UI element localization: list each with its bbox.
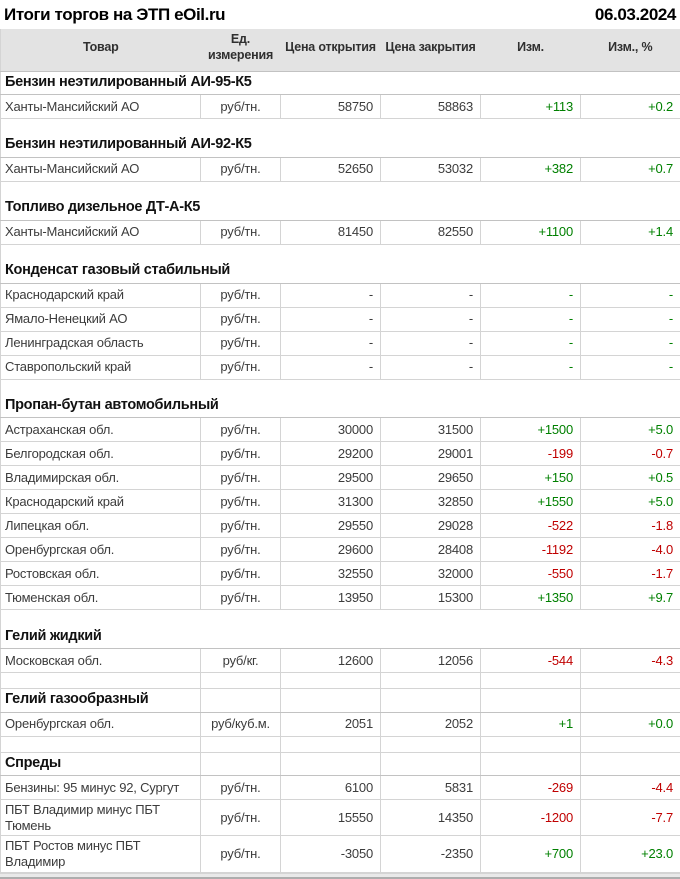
close-price-cell: 12056	[381, 649, 481, 673]
bottom-edge-bar	[0, 873, 680, 879]
change-pct-cell: -4.3	[581, 649, 680, 673]
open-price-cell: 29550	[281, 514, 381, 538]
open-price-cell: 6100	[281, 776, 381, 800]
change-cell: -544	[481, 649, 581, 673]
change-cell: +1	[481, 712, 581, 736]
change-pct-cell: +5.0	[581, 418, 680, 442]
table-row	[1, 836, 680, 872]
product-cell: Московская обл.	[1, 649, 201, 673]
product-cell: Астраханская обл.	[1, 418, 201, 442]
open-price-cell: 12600	[281, 649, 381, 673]
section-title: Бензин неэтилированный АИ-95-К5	[1, 71, 680, 94]
section-spacer-row	[1, 736, 680, 752]
table-row	[1, 442, 680, 466]
table-row	[1, 157, 680, 181]
report-date: 06.03.2024	[595, 5, 676, 25]
change-cell: -199	[481, 442, 581, 466]
section-title-row	[1, 197, 680, 220]
header-row	[1, 29, 680, 71]
section-title-row	[1, 260, 680, 283]
spacer-cell	[1, 244, 680, 260]
section-title-row	[1, 134, 680, 157]
close-price-cell: 32850	[381, 490, 481, 514]
section-spacer-row	[1, 379, 680, 395]
close-price-cell: 82550	[381, 220, 481, 244]
open-price-cell: 58750	[281, 94, 381, 118]
section-title-row	[1, 689, 680, 712]
section-title: Топливо дизельное ДТ-А-К5	[1, 197, 680, 220]
table-row	[1, 490, 680, 514]
change-pct-cell: -	[581, 331, 680, 355]
unit-cell: руб/тн.	[201, 220, 281, 244]
table-row	[1, 538, 680, 562]
open-price-cell: -	[281, 355, 381, 379]
open-price-cell: -	[281, 307, 381, 331]
change-pct-cell: +0.0	[581, 712, 680, 736]
spacer-cell	[1, 673, 201, 689]
spacer-cell	[381, 736, 481, 752]
change-cell: -	[481, 355, 581, 379]
spacer-cell	[1, 118, 680, 134]
product-cell: Ханты-Мансийский АО	[1, 94, 201, 118]
close-price-cell: 29028	[381, 514, 481, 538]
spacer-cell	[281, 673, 381, 689]
table-row	[1, 220, 680, 244]
product-cell: Ленинградская область	[1, 331, 201, 355]
table-row	[1, 94, 680, 118]
table-row	[1, 355, 680, 379]
change-pct-cell: +0.7	[581, 157, 680, 181]
close-price-cell: 29001	[381, 442, 481, 466]
change-pct-cell: +0.2	[581, 94, 680, 118]
page-title: Итоги торгов на ЭТП eOil.ru	[4, 5, 225, 25]
change-cell: -1200	[481, 800, 581, 836]
unit-cell: руб/тн.	[201, 836, 281, 872]
change-pct-cell: -0.7	[581, 442, 680, 466]
unit-cell: руб/тн.	[201, 355, 281, 379]
spacer-cell	[1, 610, 680, 626]
change-pct-cell: +23.0	[581, 836, 680, 872]
table-row	[1, 649, 680, 673]
close-price-cell: 5831	[381, 776, 481, 800]
close-price-cell: -	[381, 331, 481, 355]
change-cell: -	[481, 307, 581, 331]
product-cell: Ханты-Мансийский АО	[1, 220, 201, 244]
product-cell: Владимирская обл.	[1, 466, 201, 490]
change-pct-cell: -4.4	[581, 776, 680, 800]
product-cell: Ханты-Мансийский АО	[1, 157, 201, 181]
change-pct-cell: +1.4	[581, 220, 680, 244]
change-pct-cell: -	[581, 355, 680, 379]
spacer-cell	[481, 673, 581, 689]
table-row	[1, 331, 680, 355]
change-cell: -	[481, 283, 581, 307]
column-header-close-price: Цена закрытия	[381, 29, 481, 71]
open-price-cell: 31300	[281, 490, 381, 514]
product-cell: Ростовская обл.	[1, 562, 201, 586]
change-pct-cell: -1.7	[581, 562, 680, 586]
spacer-cell	[481, 736, 581, 752]
open-price-cell: 29600	[281, 538, 381, 562]
unit-cell: руб/тн.	[201, 800, 281, 836]
change-cell: +1350	[481, 586, 581, 610]
section-empty-cell	[481, 689, 581, 712]
close-price-cell: 14350	[381, 800, 481, 836]
change-cell: -1192	[481, 538, 581, 562]
section-empty-cell	[201, 752, 281, 775]
change-pct-cell: +0.5	[581, 466, 680, 490]
unit-cell: руб/тн.	[201, 538, 281, 562]
change-cell: -	[481, 331, 581, 355]
product-cell: Краснодарский край	[1, 490, 201, 514]
section-title: Гелий газообразный	[1, 689, 201, 712]
column-header-change-pct: Изм., %	[581, 29, 680, 71]
close-price-cell: 32000	[381, 562, 481, 586]
change-pct-cell: -	[581, 283, 680, 307]
open-price-cell: 13950	[281, 586, 381, 610]
unit-cell: руб/тн.	[201, 586, 281, 610]
section-spacer-row	[1, 673, 680, 689]
unit-cell: руб/тн.	[201, 418, 281, 442]
change-cell: -269	[481, 776, 581, 800]
spacer-cell	[1, 379, 680, 395]
close-price-cell: -	[381, 307, 481, 331]
unit-cell: руб/кг.	[201, 649, 281, 673]
column-header-open-price: Цена открытия	[281, 29, 381, 71]
close-price-cell: 28408	[381, 538, 481, 562]
table-row	[1, 466, 680, 490]
close-price-cell: 15300	[381, 586, 481, 610]
section-title-row	[1, 395, 680, 418]
table-row	[1, 712, 680, 736]
open-price-cell: -	[281, 331, 381, 355]
section-title: Спреды	[1, 752, 201, 775]
open-price-cell: 81450	[281, 220, 381, 244]
change-cell: +1500	[481, 418, 581, 442]
change-cell: +150	[481, 466, 581, 490]
change-pct-cell: +9.7	[581, 586, 680, 610]
open-price-cell: 29500	[281, 466, 381, 490]
product-cell: Бензины: 95 минус 92, Сургут	[1, 776, 201, 800]
change-cell: +1550	[481, 490, 581, 514]
section-spacer-row	[1, 244, 680, 260]
spacer-cell	[581, 736, 680, 752]
change-pct-cell: -7.7	[581, 800, 680, 836]
close-price-cell: 53032	[381, 157, 481, 181]
open-price-cell: 15550	[281, 800, 381, 836]
unit-cell: руб/тн.	[201, 466, 281, 490]
product-cell: Оренбургская обл.	[1, 712, 201, 736]
close-price-cell: 31500	[381, 418, 481, 442]
table-row	[1, 307, 680, 331]
trading-results-table	[0, 29, 680, 873]
close-price-cell: -2350	[381, 836, 481, 872]
open-price-cell: 52650	[281, 157, 381, 181]
section-title-row	[1, 71, 680, 94]
product-cell: Ставропольский край	[1, 355, 201, 379]
section-title-row	[1, 626, 680, 649]
change-pct-cell: -4.0	[581, 538, 680, 562]
spacer-cell	[1, 736, 201, 752]
spacer-cell	[201, 736, 281, 752]
unit-cell: руб/куб.м.	[201, 712, 281, 736]
table-row	[1, 418, 680, 442]
unit-cell: руб/тн.	[201, 331, 281, 355]
product-cell: Оренбургская обл.	[1, 538, 201, 562]
table-row	[1, 562, 680, 586]
change-cell: -522	[481, 514, 581, 538]
table-row	[1, 586, 680, 610]
unit-cell: руб/тн.	[201, 94, 281, 118]
table-header	[1, 29, 680, 71]
table-row	[1, 800, 680, 836]
section-empty-cell	[581, 752, 680, 775]
product-cell: Белгородская обл.	[1, 442, 201, 466]
section-empty-cell	[201, 689, 281, 712]
change-pct-cell: -	[581, 307, 680, 331]
unit-cell: руб/тн.	[201, 776, 281, 800]
product-cell: Тюменская обл.	[1, 586, 201, 610]
spacer-cell	[201, 673, 281, 689]
report-titlebar	[0, 0, 680, 29]
product-cell: Ямало-Ненецкий АО	[1, 307, 201, 331]
spacer-cell	[381, 673, 481, 689]
section-title: Бензин неэтилированный АИ-92-К5	[1, 134, 680, 157]
open-price-cell: 2051	[281, 712, 381, 736]
section-empty-cell	[381, 689, 481, 712]
table-row	[1, 283, 680, 307]
spacer-cell	[581, 673, 680, 689]
open-price-cell: 30000	[281, 418, 381, 442]
change-cell: +700	[481, 836, 581, 872]
table-row	[1, 776, 680, 800]
section-empty-cell	[381, 752, 481, 775]
section-empty-cell	[281, 752, 381, 775]
close-price-cell: -	[381, 283, 481, 307]
open-price-cell: 29200	[281, 442, 381, 466]
section-title: Конденсат газовый стабильный	[1, 260, 680, 283]
change-cell: +382	[481, 157, 581, 181]
open-price-cell: -3050	[281, 836, 381, 872]
open-price-cell: 32550	[281, 562, 381, 586]
unit-cell: руб/тн.	[201, 157, 281, 181]
close-price-cell: 29650	[381, 466, 481, 490]
close-price-cell: -	[381, 355, 481, 379]
close-price-cell: 2052	[381, 712, 481, 736]
section-title-row	[1, 752, 680, 775]
change-cell: -550	[481, 562, 581, 586]
unit-cell: руб/тн.	[201, 490, 281, 514]
product-cell: ПБТ Ростов минус ПБТ Владимир	[1, 836, 201, 872]
section-spacer-row	[1, 610, 680, 626]
section-spacer-row	[1, 181, 680, 197]
change-cell: +1100	[481, 220, 581, 244]
change-cell: +113	[481, 94, 581, 118]
product-cell: ПБТ Владимир минус ПБТ Тюмень	[1, 800, 201, 836]
section-title: Гелий жидкий	[1, 626, 680, 649]
column-header-product: Товар	[1, 29, 201, 71]
open-price-cell: -	[281, 283, 381, 307]
unit-cell: руб/тн.	[201, 307, 281, 331]
change-pct-cell: +5.0	[581, 490, 680, 514]
column-header-change: Изм.	[481, 29, 581, 71]
unit-cell: руб/тн.	[201, 562, 281, 586]
section-empty-cell	[281, 689, 381, 712]
unit-cell: руб/тн.	[201, 442, 281, 466]
section-empty-cell	[581, 689, 680, 712]
table-row	[1, 514, 680, 538]
section-empty-cell	[481, 752, 581, 775]
spacer-cell	[281, 736, 381, 752]
unit-cell: руб/тн.	[201, 283, 281, 307]
unit-cell: руб/тн.	[201, 514, 281, 538]
change-pct-cell: -1.8	[581, 514, 680, 538]
product-cell: Липецкая обл.	[1, 514, 201, 538]
section-title: Пропан-бутан автомобильный	[1, 395, 680, 418]
close-price-cell: 58863	[381, 94, 481, 118]
table-body	[1, 71, 680, 872]
section-spacer-row	[1, 118, 680, 134]
spacer-cell	[1, 181, 680, 197]
column-header-unit: Ед. измерения	[201, 29, 281, 71]
product-cell: Краснодарский край	[1, 283, 201, 307]
